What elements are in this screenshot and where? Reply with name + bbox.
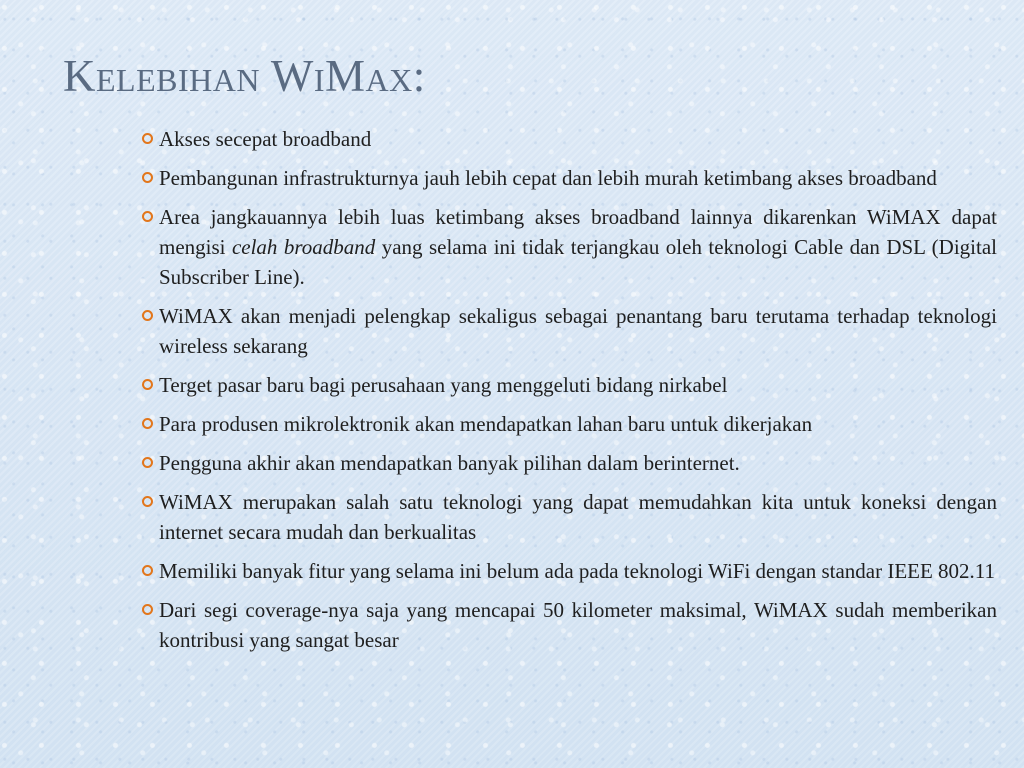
bullet-text: Terget pasar baru bagi perusahaan yang menggeluti bidang nirkabel bbox=[159, 373, 728, 397]
bullet-item bbox=[138, 124, 997, 154]
bullet-text: Dari segi coverage-nya saja yang mencapai 50 kilometer maksimal, WiMAX sudah memberikan kontribusi yang sangat besar bbox=[159, 598, 997, 652]
bullet-item bbox=[138, 202, 997, 292]
orange-ring-bullet-icon bbox=[142, 211, 153, 222]
bullet-item bbox=[138, 409, 997, 439]
bullet-item bbox=[138, 301, 997, 361]
orange-ring-bullet-icon bbox=[142, 379, 153, 390]
bullet-item bbox=[138, 448, 997, 478]
bullet-text bbox=[159, 205, 997, 289]
bullet-item bbox=[138, 370, 997, 400]
bullet-text: Akses secepat broadband bbox=[159, 127, 372, 151]
orange-ring-bullet-icon bbox=[142, 496, 153, 507]
bullet-text-part: yang selama ini tidak terjangkau oleh teknologi Cable dan DSL (Digital Subscriber Line). bbox=[159, 235, 997, 289]
bullet-text: Para produsen mikrolektronik akan mendapatkan lahan baru untuk dikerjakan bbox=[159, 412, 813, 436]
bullet-text: WiMAX akan menjadi pelengkap sekaligus sebagai penantang baru terutama terhadap teknologi wireless sekarang bbox=[159, 304, 997, 358]
orange-ring-bullet-icon bbox=[142, 172, 153, 183]
orange-ring-bullet-icon bbox=[142, 565, 153, 576]
bullet-text-part: Area jangkauannya lebih luas ketimbang akses broadband lainnya dikarenkan WiMAX dapat mengisi bbox=[159, 205, 997, 259]
slide-title: Kelebihan WiMax: bbox=[63, 51, 426, 101]
bullet-item bbox=[138, 487, 997, 547]
bullet-list bbox=[138, 124, 997, 664]
orange-ring-bullet-icon bbox=[142, 310, 153, 321]
bullet-text-emphasis: celah broadband bbox=[231, 235, 376, 259]
orange-ring-bullet-icon bbox=[142, 457, 153, 468]
bullet-item bbox=[138, 556, 997, 586]
bullet-text: Pengguna akhir akan mendapatkan banyak pilihan dalam berinternet. bbox=[159, 451, 740, 475]
orange-ring-bullet-icon bbox=[142, 133, 153, 144]
bullet-text: WiMAX merupakan salah satu teknologi yang dapat memudahkan kita untuk koneksi dengan internet secara mudah dan berkualitas bbox=[159, 490, 997, 544]
bullet-text: Pembangunan infrastrukturnya jauh lebih cepat dan lebih murah ketimbang akses broadband bbox=[159, 166, 937, 190]
bullet-item bbox=[138, 163, 997, 193]
orange-ring-bullet-icon bbox=[142, 604, 153, 615]
bullet-item bbox=[138, 595, 997, 655]
bullet-text: Memiliki banyak fitur yang selama ini belum ada pada teknologi WiFi dengan standar IEEE 802.11 bbox=[159, 559, 996, 583]
orange-ring-bullet-icon bbox=[142, 418, 153, 429]
